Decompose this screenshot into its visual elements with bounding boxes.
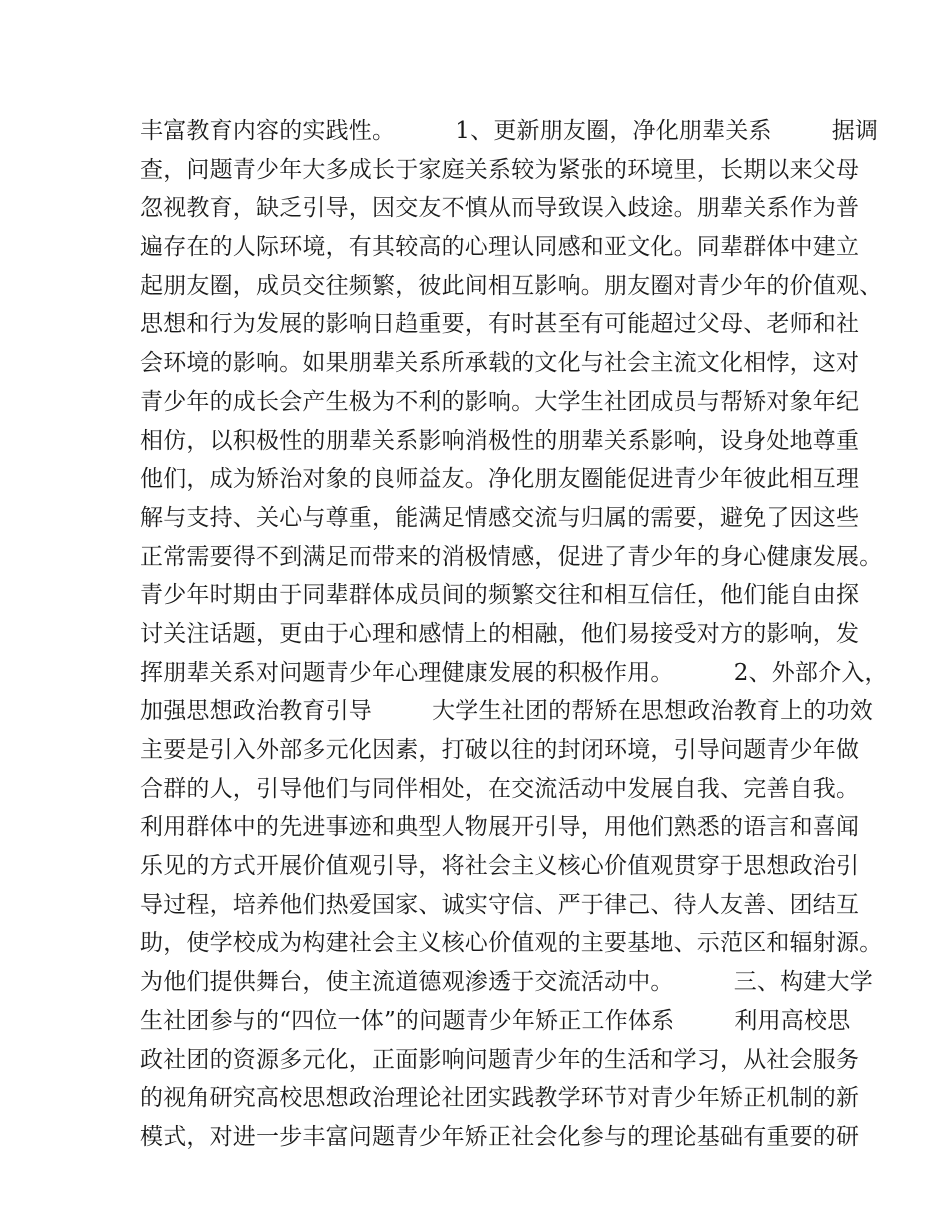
text-line: 政社团的资源多元化，正面影响问题青少年的生活和学习，从社会服务 [140, 1046, 860, 1073]
text-line: 忽视教育，缺乏引导，因交友不慎从而导致误入歧途。朋辈关系作为普 [140, 195, 860, 222]
text-line: 青少年时期由于同辈群体成员间的频繁交往和相互信任，他们能自由探 [140, 582, 860, 609]
text-line: 起朋友圈，成员交往频繁，彼此间相互影响。朋友圈对青少年的价值观、 [140, 272, 883, 299]
text-line: 解与支持、关心与尊重，能满足情感交流与归属的需要，避免了因这些 [140, 504, 860, 531]
text-line: 模式，对进一步丰富问题青少年矫正社会化参与的理论基础有重要的研 [140, 1123, 860, 1150]
text-line: 生社团参与的“四位一体”的问题青少年矫正工作体系 利用高校思 [140, 1007, 851, 1034]
text-line: 会环境的影响。如果朋辈关系所承载的文化与社会主流文化相悖，这对 [140, 350, 860, 377]
text-line: 讨关注话题，更由于心理和感情上的相融，他们易接受对方的影响，发 [140, 620, 860, 647]
text-line: 青少年的成长会产生极为不利的影响。大学生社团成员与帮矫对象年纪 [140, 388, 860, 415]
body-text [140, 112, 888, 1157]
text-line: 为他们提供舞台，使主流道德观渗透于交流活动中。 三、构建大学 [140, 969, 873, 996]
text-line: 合群的人，引导他们与同伴相处，在交流活动中发展自我、完善自我。 [140, 775, 860, 802]
text-line: 乐见的方式开展价值观引导，将社会主义核心价值观贯穿于思想政治引 [140, 853, 860, 880]
text-line: 利用群体中的先进事迹和典型人物展开引导，用他们熟悉的语言和喜闻 [140, 814, 860, 841]
text-line: 正常需要得不到满足而带来的消极情感，促进了青少年的身心健康发展。 [140, 543, 883, 570]
text-line: 挥朋辈关系对问题青少年心理健康发展的积极作用。 2、外部介入， [140, 659, 888, 686]
text-line: 查，问题青少年大多成长于家庭关系较为紧张的环境里，长期以来父母 [140, 156, 860, 183]
text-line: 遍存在的人际环境，有其较高的心理认同感和亚文化。同辈群体中建立 [140, 234, 860, 261]
text-line: 丰富教育内容的实践性。 1、更新朋友圈，净化朋辈关系 据调 [140, 118, 879, 144]
text-line: 加强思想政治教育引导 大学生社团的帮矫在思想政治教育上的功效 [140, 698, 873, 725]
text-line: 的视角研究高校思想政治理论社团实践教学环节对青少年矫正机制的新 [140, 1085, 860, 1112]
text-line: 思想和行为发展的影响日趋重要，有时甚至有可能超过父母、老师和社 [140, 311, 860, 338]
text-line: 主要是引入外部多元化因素，打破以往的封闭环境，引导问题青少年做 [140, 737, 860, 763]
text-line: 他们，成为矫治对象的良师益友。净化朋友圈能促进青少年彼此相互理 [140, 466, 860, 493]
text-line: 相仿，以积极性的朋辈关系影响消极性的朋辈关系影响，设身处地尊重 [140, 427, 860, 454]
text-line: 导过程，培养他们热爱国家、诚实守信、严于律己、待人友善、团结互 [140, 891, 860, 918]
text-line: 助，使学校成为构建社会主义核心价值观的主要基地、示范区和辐射源。 [140, 930, 883, 957]
